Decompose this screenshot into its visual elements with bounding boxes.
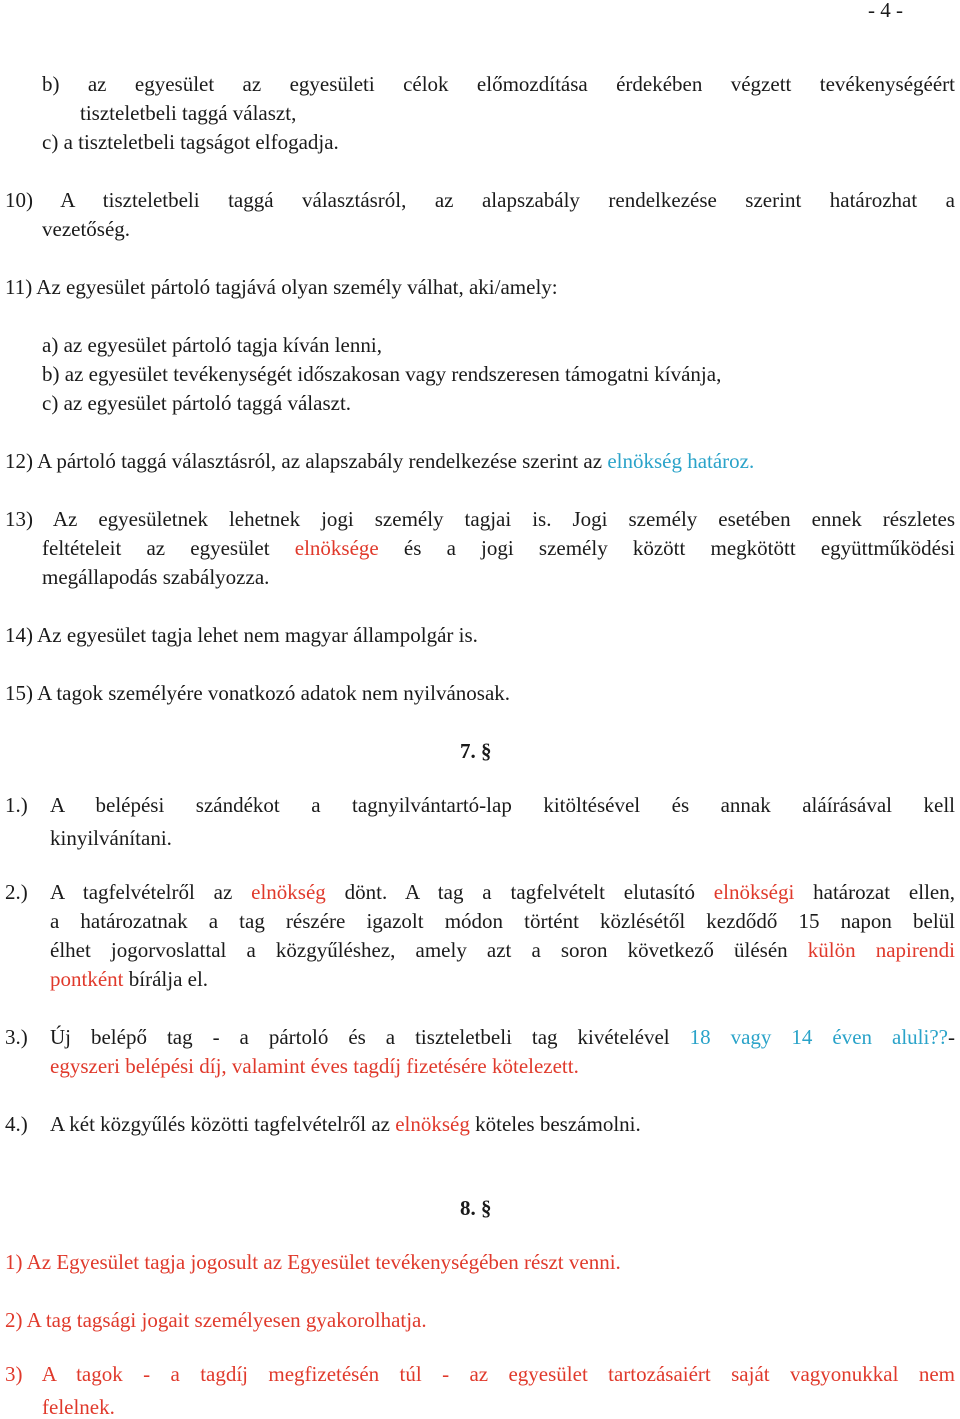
s7-i3-l1-a: Új belépő tag - a pártoló és a tiszteletbeli tag kivételével — [50, 1025, 690, 1049]
s7-i3-l1-blue: 18 vagy 14 éven aluli?? — [689, 1025, 948, 1049]
s7-i4-line1 — [50, 1114, 641, 1135]
s7-i2-l4-red: pontként — [50, 967, 124, 991]
s7-i1-line2: kinyilvánítani. — [50, 826, 172, 850]
s8-i2: 2) A tag tagsági jogait személyesen gyakorolhatja. — [5, 1308, 427, 1332]
s7-i2-line4 — [50, 969, 208, 990]
s7-i3-num: 3.) — [5, 1025, 28, 1049]
p9-b-line1: b) az egyesület az egyesületi célok előmozdítása érdekében végzett tevékenységéért — [42, 72, 955, 96]
s7-i2-l4-b: bírálja el. — [123, 967, 209, 991]
s7-i1-num: 1.) — [5, 793, 28, 817]
s7-i3-line1 — [50, 1027, 955, 1048]
p9-b-line2: tiszteletbeli taggá választ, — [80, 101, 297, 125]
p13-line3: megállapodás szabályozza. — [42, 565, 270, 589]
p13-line1: 13) Az egyesületnek lehetnek jogi személy tagjai is. Jogi személy esetében ennek részletes — [5, 507, 955, 531]
p10-line1: 10) A tiszteletbeli taggá választásról, az alapszabály rendelkezése szerint határozhat a — [5, 188, 955, 212]
s8-i3-line2: felelnek. — [42, 1395, 115, 1419]
section7-heading: 7. § — [460, 739, 492, 763]
s7-i2-l1-c: határozat ellen, — [794, 880, 955, 904]
s7-i2-l1-a: A tagfelvételről az — [50, 880, 252, 904]
s7-i2-l1-red1: elnökség — [251, 880, 326, 904]
s7-i2-l1-red2: elnökségi — [713, 880, 795, 904]
s7-i2-line2: a határozatnak a tag részére igazolt módon történt közlésétől kezdődő 15 napon belül — [50, 909, 955, 933]
s7-i2-line1 — [50, 882, 955, 903]
p13-l2-red: elnöksége — [294, 536, 379, 560]
s8-i3-line1: 3) A tagok - a tagdíj megfizetésén túl - az egyesület tartozásaiért saját vagyonukkal nem — [5, 1362, 955, 1386]
p12 — [5, 451, 754, 472]
s8-i1: 1) Az Egyesület tagja jogosult az Egyesület tevékenységében részt venni. — [5, 1250, 621, 1274]
s7-i1-line1: A belépési szándékot a tagnyilvántartó-lap kitöltésével és annak aláírásával kell — [50, 793, 955, 817]
p13-line2 — [42, 538, 955, 559]
s7-i3-l1-b: - — [947, 1025, 955, 1049]
s7-i2-l3-a: élhet jogorvoslattal a közgyűléshez, amely azt a soron következő ülésén — [50, 938, 808, 962]
section8-heading: 8. § — [460, 1196, 492, 1220]
p12-highlight: elnökség határoz. — [607, 449, 755, 473]
s7-i2-l1-b: dönt. A tag a tagfelvételt elutasító — [325, 880, 714, 904]
s7-i3-line2: egyszeri belépési díj, valamint éves tagdíj fizetésére kötelezett. — [50, 1054, 579, 1078]
p13-l2-post: és a jogi személy között megkötött együttműködési — [378, 536, 956, 560]
p15: 15) A tagok személyére vonatkozó adatok nem nyilvánosak. — [5, 681, 511, 705]
p11-intro: 11) Az egyesület pártoló tagjává olyan személy válhat, aki/amely: — [5, 275, 558, 299]
p13-l2-pre: feltételeit az egyesület — [42, 536, 295, 560]
p11-a: a) az egyesület pártoló tagja kíván lenni, — [42, 333, 382, 357]
s7-i4-l1-a: A két közgyűlés közötti tagfelvételről az — [50, 1112, 396, 1136]
s7-i2-l3-red: külön napirendi — [807, 938, 955, 962]
p10-line2: vezetőség. — [42, 217, 131, 241]
s7-i2-line3 — [50, 940, 955, 961]
p9-c: c) a tiszteletbeli tagságot elfogadja. — [42, 130, 339, 154]
p12-text: 12) A pártoló taggá választásról, az alapszabály rendelkezése szerint az — [5, 449, 608, 473]
p14: 14) Az egyesület tagja lehet nem magyar állampolgár is. — [5, 623, 478, 647]
s7-i4-l1-red: elnökség — [395, 1112, 470, 1136]
page-number: - 4 - — [868, 0, 903, 22]
p11-b: b) az egyesület tevékenységét időszakosan vagy rendszeresen támogatni kívánja, — [42, 362, 722, 386]
s7-i4-num: 4.) — [5, 1112, 28, 1136]
s7-i2-num: 2.) — [5, 880, 28, 904]
p11-c: c) az egyesület pártoló taggá választ. — [42, 391, 352, 415]
s7-i4-l1-b: köteles beszámolni. — [469, 1112, 641, 1136]
